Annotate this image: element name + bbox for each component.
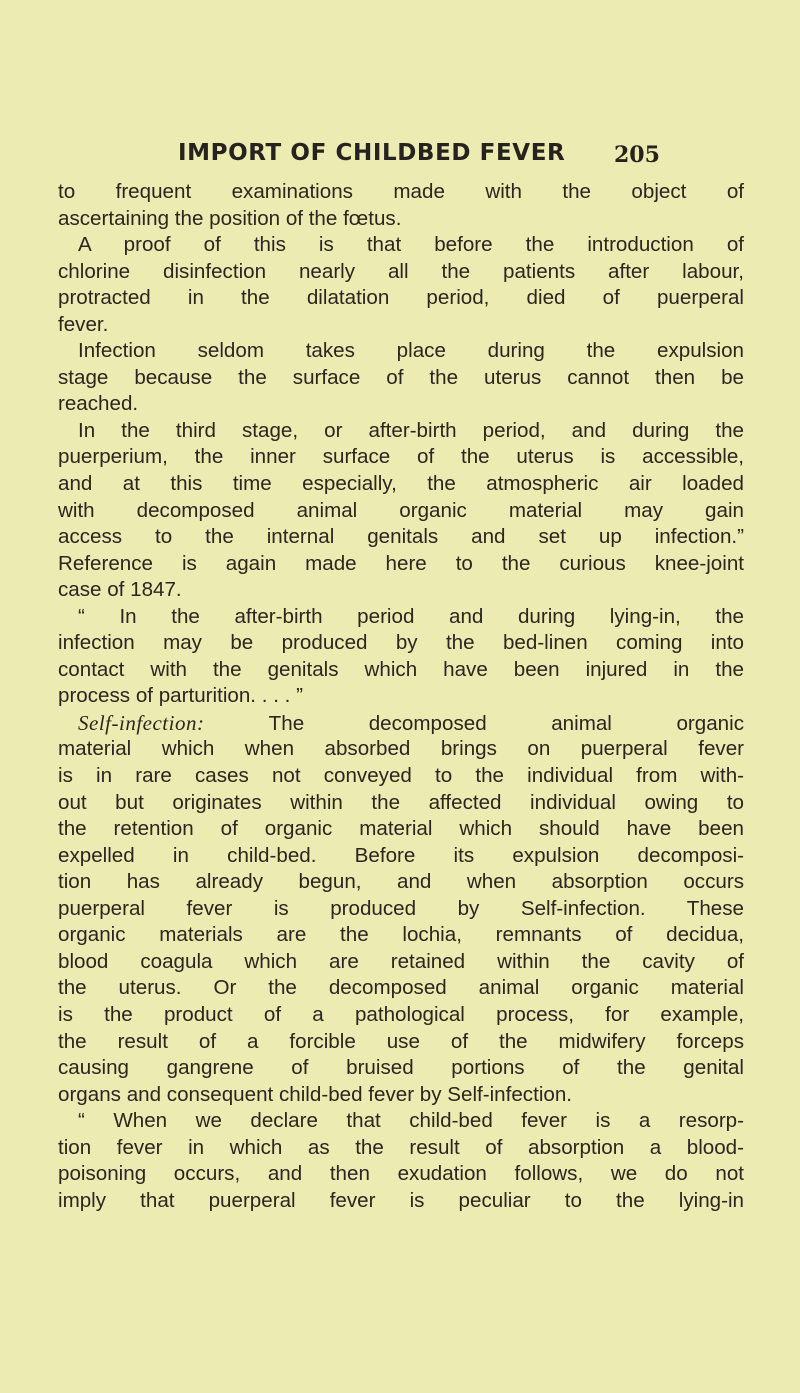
text-line: tion has already begun, and when absorption occurs — [58, 870, 744, 894]
text-line: material which when absorbed brings on puerperal fever — [58, 737, 744, 761]
text-line: fever. — [58, 312, 109, 336]
text-line: poisoning occurs, and then exudation follows, we do not — [58, 1162, 744, 1186]
text-line: A proof of this is that before the introduction of — [78, 233, 744, 257]
text-line: access to the internal genitals and set up infection.” — [58, 525, 744, 549]
text-line: with decomposed animal organic material may gain — [58, 498, 744, 522]
text-line: organs and consequent child-bed fever by Self-infection. — [58, 1082, 573, 1106]
body-text — [58, 179, 744, 1214]
text-line: out but originates within the affected individual owing to — [58, 790, 744, 814]
text-line: to frequent examinations made with the object of — [58, 180, 744, 203]
text-line: protracted in the dilatation period, died of puerperal — [58, 286, 744, 310]
text-fragment: The decomposed animal organic — [204, 711, 744, 735]
text-line: “ In the after-birth period and during lying-in, the — [78, 604, 744, 628]
emphasis-term: Self-infection: — [78, 710, 205, 735]
text-line: Reference is again made here to the curious knee-joint — [58, 551, 744, 575]
text-line: imply that puerperal fever is peculiar to the lying-in — [58, 1188, 744, 1212]
text-line: infection may be produced by the bed-linen coming into — [58, 631, 744, 655]
running-header — [178, 140, 658, 170]
text-line: is the product of a pathological process, for example, — [58, 1002, 744, 1026]
text-line: In the third stage, or after-birth period, and during the — [78, 418, 744, 442]
text-line: stage because the surface of the uterus cannot then be — [58, 365, 744, 389]
text-line: organic materials are the lochia, remnants of decidua, — [58, 923, 744, 947]
text-line: expelled in child-bed. Before its expulsion decomposi- — [58, 843, 744, 867]
text-line: puerperal fever is produced by Self-infection. These — [58, 896, 744, 920]
text-line: and at this time especially, the atmospheric air loaded — [58, 472, 744, 496]
text-line: puerperium, the inner surface of the uterus is accessible, — [58, 445, 744, 469]
text-line: chlorine disinfection nearly all the patients after labour, — [58, 259, 744, 283]
text-line: Infection seldom takes place during the expulsion — [78, 339, 744, 363]
running-title: IMPORT OF CHILDBED FEVER — [178, 140, 566, 166]
text-line: “ When we declare that child-bed fever is a resorp- — [78, 1109, 744, 1133]
text-line: ascertaining the position of the fœtus. — [58, 206, 402, 230]
text-line: the result of a forcible use of the midwifery forceps — [58, 1029, 744, 1053]
text-line: reached. — [58, 392, 139, 416]
text-line — [58, 710, 744, 737]
text-line: blood coagula which are retained within the cavity of — [58, 949, 744, 973]
text-line: process of parturition. . . . ” — [58, 684, 303, 708]
text-line: case of 1847. — [58, 578, 182, 602]
page-number: 205 — [614, 142, 660, 168]
text-line: is in rare cases not conveyed to the individual from with- — [58, 764, 744, 788]
text-line: causing gangrene of bruised portions of the genital — [58, 1056, 744, 1080]
text-line: the uterus. Or the decomposed animal organic material — [58, 976, 744, 1000]
text-line: the retention of organic material which should have been — [58, 817, 744, 841]
text-line: tion fever in which as the result of absorption a blood- — [58, 1135, 744, 1159]
text-line: contact with the genitals which have been injured in the — [58, 657, 744, 681]
